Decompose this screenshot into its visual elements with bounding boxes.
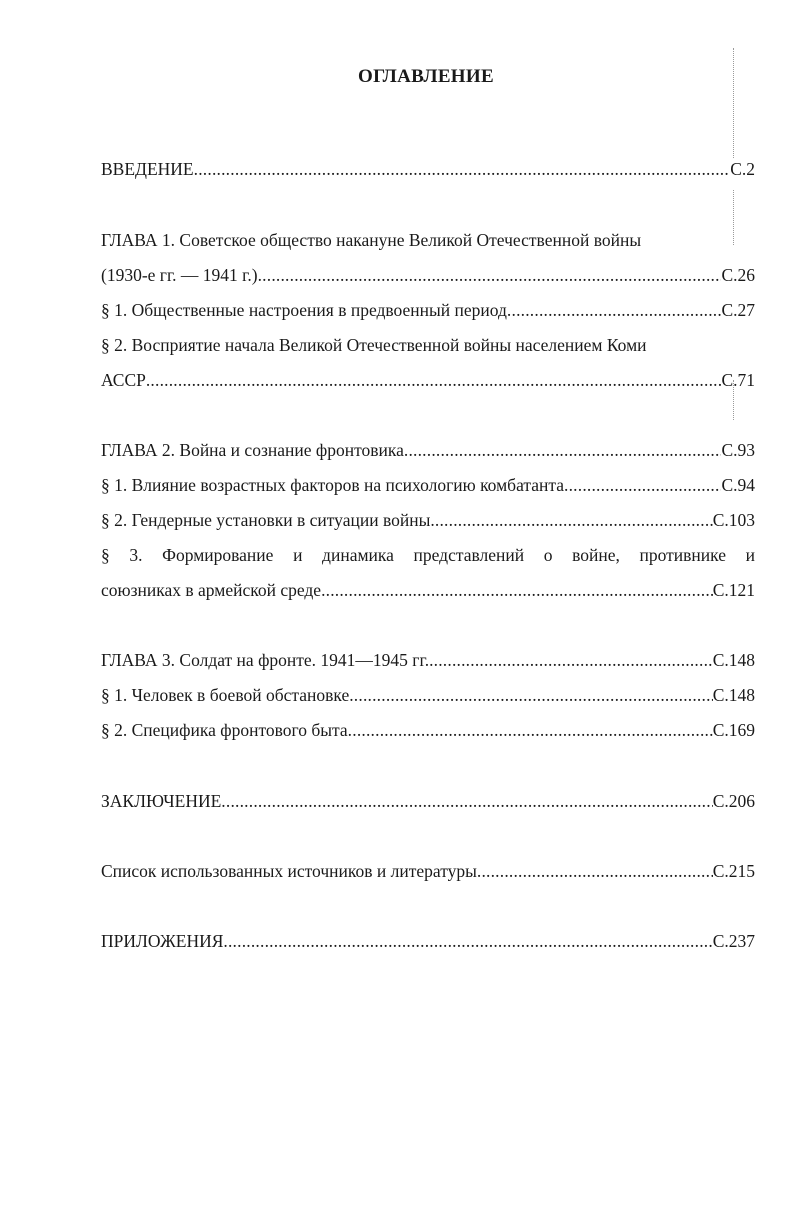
toc-entry-intro	[101, 158, 755, 180]
toc-entry-sources	[101, 860, 755, 882]
dot-leader	[348, 719, 713, 741]
toc-entry-chapter-2-section-3	[101, 579, 755, 601]
dot-leader	[404, 439, 722, 461]
dot-leader	[221, 790, 712, 812]
toc-entry-title: § 2. Специфика фронтового быта	[101, 720, 348, 740]
dot-leader	[429, 649, 713, 671]
toc-entry-appendix	[101, 930, 755, 952]
toc-entry-chapter-2-section-3-line-1: § 3. Формирование и динамика представлений о войне, противнике и	[101, 545, 755, 565]
toc-page-number: С.206	[712, 791, 755, 811]
toc-entry-chapter-2-section-2	[101, 509, 755, 531]
toc-page-number: С.26	[721, 265, 755, 285]
dot-leader	[507, 299, 722, 321]
toc-entry-chapter-1	[101, 264, 755, 286]
dot-leader	[321, 579, 713, 601]
toc-entry-chapter-1-section-1	[101, 299, 755, 321]
dot-leader	[430, 509, 712, 531]
toc-page-number: С.2	[730, 159, 755, 179]
toc-page-number: С.103	[712, 510, 755, 530]
toc-entry-chapter-2-section-1	[101, 474, 755, 496]
dot-leader	[194, 158, 731, 180]
toc-page-number: С.215	[712, 861, 755, 881]
toc-entry-title: союзниках в армейской среде	[101, 580, 322, 600]
toc-entry-title: ВВЕДЕНИЕ	[101, 159, 194, 179]
toc-page-number: С.27	[721, 300, 755, 320]
toc-entry-title: Список использованных источников и литературы	[101, 861, 477, 881]
toc-entry-title: § 1. Влияние возрастных факторов на психологию комбатанта	[101, 475, 565, 495]
toc-entry-chapter-1-section-2	[101, 369, 755, 391]
toc-entry-title: АССР	[101, 370, 146, 390]
toc-entry-title: § 1. Общественные настроения в предвоенный период	[101, 300, 507, 320]
dot-leader	[146, 369, 722, 391]
dot-leader	[258, 264, 722, 286]
toc-entry-title: ГЛАВА 2. Война и сознание фронтовика	[101, 440, 404, 460]
toc-entry-chapter-3-section-2	[101, 719, 755, 741]
toc-page-number: С.93	[721, 440, 755, 460]
dot-leader	[349, 684, 712, 706]
toc-page-number: С.94	[721, 475, 755, 495]
toc-page-number: С.237	[712, 931, 755, 951]
toc-entry-conclusion	[101, 790, 755, 812]
toc-entry-chapter-3-section-1	[101, 684, 755, 706]
toc-entry-title: ПРИЛОЖЕНИЯ	[101, 931, 224, 951]
toc-page-number: С.71	[721, 370, 755, 390]
toc-entry-chapter-1-line-1: ГЛАВА 1. Советское общество накануне Великой Отечественной войны	[101, 230, 642, 250]
toc-page-number: С.121	[712, 580, 755, 600]
toc-page-number: С.148	[712, 685, 755, 705]
toc-page-number: С.169	[712, 720, 755, 740]
toc-entry-title: § 2. Гендерные установки в ситуации войны	[101, 510, 431, 530]
toc-entry-title: § 1. Человек в боевой обстановке	[101, 685, 350, 705]
scan-artifact	[733, 380, 735, 420]
toc-entry-title: ЗАКЛЮЧЕНИЕ	[101, 791, 222, 811]
toc-entry-chapter-3	[101, 649, 755, 671]
toc-page-number: С.148	[712, 650, 755, 670]
toc-entry-chapter-2	[101, 439, 755, 461]
page-title: ОГЛАВЛЕНИЕ	[358, 66, 494, 87]
dot-leader	[477, 860, 713, 882]
scan-artifact	[733, 190, 735, 245]
dot-leader	[223, 930, 712, 952]
toc-entry-chapter-1-section-2-line-1: § 2. Восприятие начала Великой Отечественной войны населением Коми	[101, 335, 647, 355]
scan-artifact	[733, 48, 735, 158]
toc-entry-title: (1930-е гг. — 1941 г.)	[101, 265, 258, 285]
dot-leader	[564, 474, 721, 496]
toc-entry-title: ГЛАВА 3. Солдат на фронте. 1941—1945 гг.	[101, 650, 430, 670]
